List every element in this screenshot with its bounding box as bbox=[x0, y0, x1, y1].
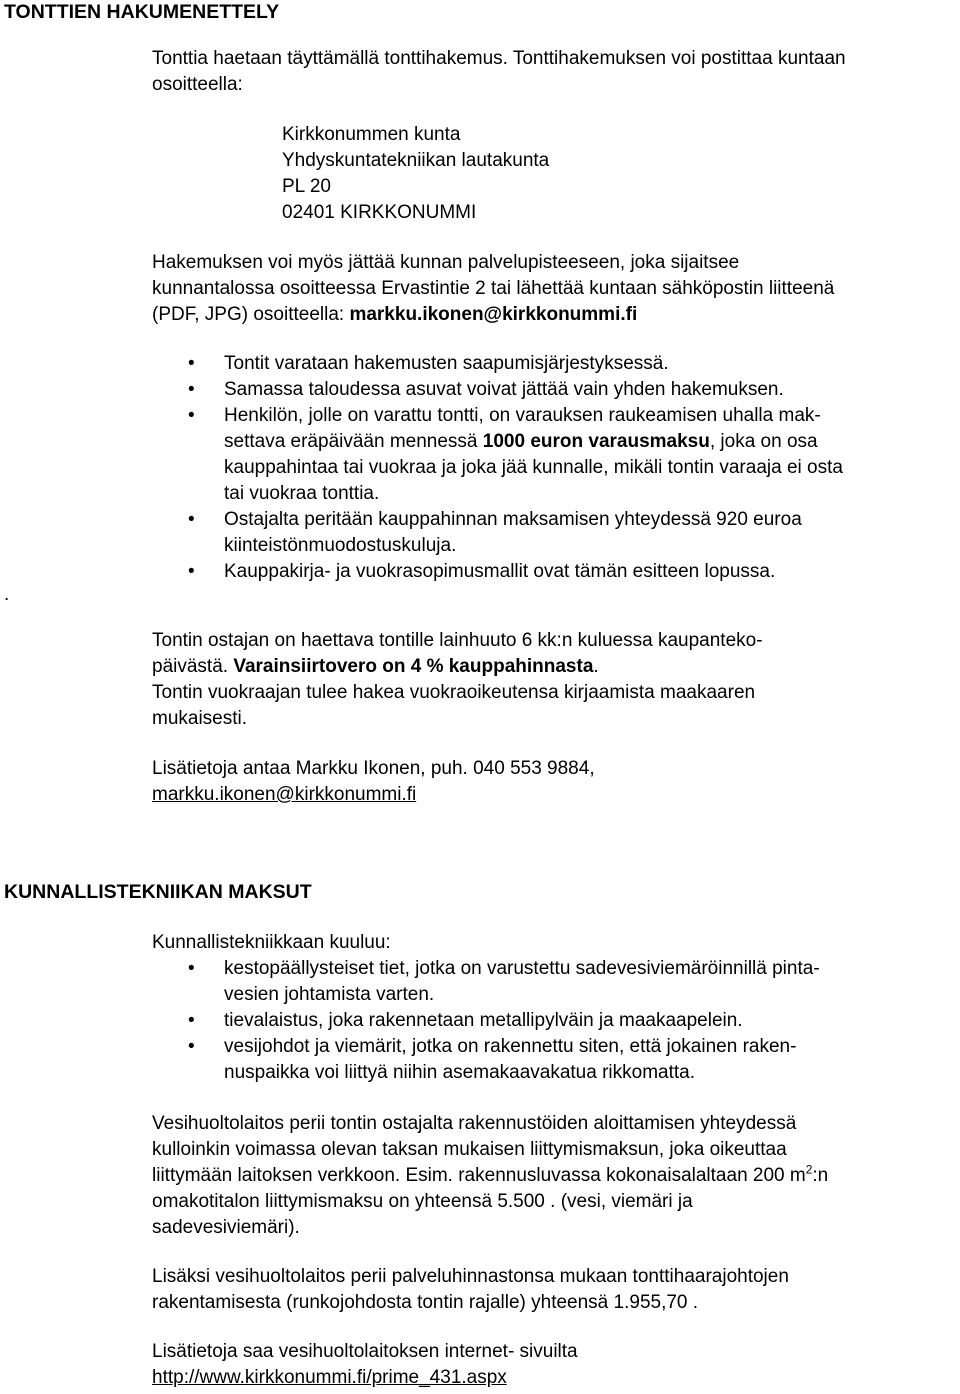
paragraph-line: omakotitalon liittymismaksu on yhteensä 5.500 . (vesi, viemäri ja bbox=[152, 1191, 693, 1212]
intro-line: Tonttia haetaan täyttämällä tonttihakemus. Tonttihakemuksen voi postittaa kuntaan bbox=[152, 48, 846, 69]
contact-email-link[interactable]: markku.ikonen@kirkkonummi.fi bbox=[152, 784, 417, 805]
address-line: Kirkkonummen kunta bbox=[282, 124, 461, 145]
paragraph-line: rakentamisesta (runkojohdosta tontin rajalle) yhteensä 1.955,70 . bbox=[152, 1292, 699, 1313]
bullet-icon bbox=[188, 1008, 200, 1034]
paragraph-line: sadevesiviemäri). bbox=[152, 1217, 300, 1238]
contact-paragraph bbox=[152, 756, 942, 808]
paragraph-line: Lisäksi vesihuoltolaitos perii palveluhinnastonsa mukaan tonttihaarajohtojen bbox=[152, 1266, 789, 1287]
list-item-text: vesien johtamista varten. bbox=[224, 984, 435, 1005]
list-item-text: kestopäällysteiset tiet, jotka on varustettu sadevesiviemäröinnillä pinta- bbox=[224, 958, 820, 979]
stray-dot: . bbox=[4, 584, 10, 605]
list-item-text: Kauppakirja- ja vuokrasopimusmallit ovat tämän esitteen lopussa. bbox=[224, 561, 776, 582]
postal-address bbox=[282, 122, 549, 226]
list-item bbox=[152, 377, 932, 403]
list-item-text: Tontit varataan hakemusten saapumisjärjestyksessä. bbox=[224, 353, 669, 374]
list-item-text bbox=[224, 429, 932, 455]
email-address: markku.ikonen@kirkkonummi.fi bbox=[349, 304, 638, 325]
list-item-text: kiinteistönmuodostuskuluja. bbox=[224, 535, 457, 556]
infrastructure-bullet-list bbox=[152, 956, 932, 1086]
alternative-submission-paragraph bbox=[152, 250, 942, 328]
intro-line: osoitteella: bbox=[152, 74, 243, 95]
section-heading-plot-application: TONTTIEN HAKUMENETTELY bbox=[4, 1, 280, 23]
list-item bbox=[152, 559, 932, 585]
section-heading-infrastructure-fees: KUNNALLISTEKNIIKAN MAKSUT bbox=[4, 881, 312, 903]
paragraph-line: kunnantalossa osoitteessa Ervastintie 2 tai lähettää kuntaan sähköpostin liitteenä bbox=[152, 278, 835, 299]
paragraph-line: Tontin vuokraajan tulee hakea vuokraoikeutensa kirjaamista maakaaren bbox=[152, 682, 756, 703]
paragraph-line: Hakemuksen voi myös jättää kunnan palvelupisteeseen, joka sijaitsee bbox=[152, 252, 740, 273]
paragraph-line: mukaisesti. bbox=[152, 708, 248, 729]
bullet-icon bbox=[188, 377, 200, 403]
paragraph-line: Vesihuoltolaitos perii tontin ostajalta rakennustöiden aloittamisen yhteydessä bbox=[152, 1113, 797, 1134]
paragraph-line: Tontin ostajan on haettava tontille lainhuuto 6 kk:n kuluessa kaupanteko- bbox=[152, 630, 763, 651]
list-item-text: vesijohdot ja viemärit, jotka on rakennettu siten, että jokainen raken- bbox=[224, 1036, 797, 1057]
paragraph-text: :n bbox=[812, 1165, 829, 1186]
address-line: Yhdyskuntatekniikan lautakunta bbox=[282, 150, 550, 171]
bullet-icon bbox=[188, 403, 200, 429]
address-line: 02401 KIRKKONUMMI bbox=[282, 202, 477, 223]
list-item bbox=[152, 507, 932, 559]
superscript: 2 bbox=[805, 1162, 813, 1177]
paragraph-line bbox=[152, 302, 942, 328]
branch-pipe-paragraph bbox=[152, 1264, 942, 1316]
list-item-text: settava eräpäivään mennessä bbox=[224, 431, 483, 452]
list-item bbox=[152, 1034, 932, 1086]
bullet-icon bbox=[188, 559, 200, 585]
list-item-text: Ostajalta peritään kauppahinnan maksamisen yhteydessä 920 euroa bbox=[224, 509, 802, 530]
bullet-icon bbox=[188, 1034, 200, 1060]
bullet-icon bbox=[188, 507, 200, 533]
list-item-text: kauppahintaa tai vuokraa ja joka jää kunnalle, mikäli tontin varaaja ei osta bbox=[224, 457, 843, 478]
more-info-paragraph bbox=[152, 1339, 942, 1391]
rules-bullet-list bbox=[152, 351, 932, 585]
paragraph-text: . bbox=[593, 656, 599, 677]
paragraph-line bbox=[152, 1163, 942, 1189]
paragraph-text: (PDF, JPG) osoitteella: bbox=[152, 304, 350, 325]
list-item-text: , joka on osa bbox=[709, 431, 818, 452]
paragraph-line: Lisätietoja antaa Markku Ikonen, puh. 040 553 9884, bbox=[152, 758, 595, 779]
water-connection-paragraph bbox=[152, 1111, 942, 1241]
infrastructure-intro: Kunnallistekniikkaan kuuluu: bbox=[152, 932, 391, 953]
list-item bbox=[152, 956, 932, 1008]
website-link[interactable]: http://www.kirkkonummi.fi/prime_431.aspx bbox=[152, 1367, 507, 1388]
list-item-text: Henkilön, jolle on varattu tontti, on varauksen raukeamisen uhalla mak- bbox=[224, 405, 821, 426]
list-item bbox=[152, 1008, 932, 1034]
list-item-text: Samassa taloudessa asuvat voivat jättää vain yhden hakemuksen. bbox=[224, 379, 784, 400]
paragraph-text: päivästä. bbox=[152, 656, 234, 677]
paragraph-line: Lisätietoja saa vesihuoltolaitoksen internet- sivuilta bbox=[152, 1341, 578, 1362]
paragraph-line bbox=[152, 654, 942, 680]
list-item-text: tievalaistus, joka rakennetaan metallipylväin ja maakaapelein. bbox=[224, 1010, 743, 1031]
intro-paragraph bbox=[152, 46, 942, 98]
transfer-tax-note: Varainsiirtovero on 4 % kauppahinnasta bbox=[233, 656, 594, 677]
list-item-text: tai vuokraa tonttia. bbox=[224, 483, 380, 504]
paragraph-text: liittymään laitoksen verkkoon. Esim. rakennusluvassa kokonaisalaltaan 200 m bbox=[152, 1165, 806, 1186]
address-line: PL 20 bbox=[282, 176, 331, 197]
paragraph-line: kulloinkin voimassa olevan taksan mukaisen liittymismaksun, joka oikeuttaa bbox=[152, 1139, 787, 1160]
reservation-fee: 1000 euron varausmaksu bbox=[482, 431, 710, 452]
list-item-text: nuspaikka voi liittyä niihin asemakaavakatua rikkomatta. bbox=[224, 1062, 696, 1083]
title-registration-paragraph bbox=[152, 628, 942, 732]
list-item bbox=[152, 403, 932, 507]
list-item bbox=[152, 351, 932, 377]
bullet-icon bbox=[188, 351, 200, 377]
bullet-icon bbox=[188, 956, 200, 982]
